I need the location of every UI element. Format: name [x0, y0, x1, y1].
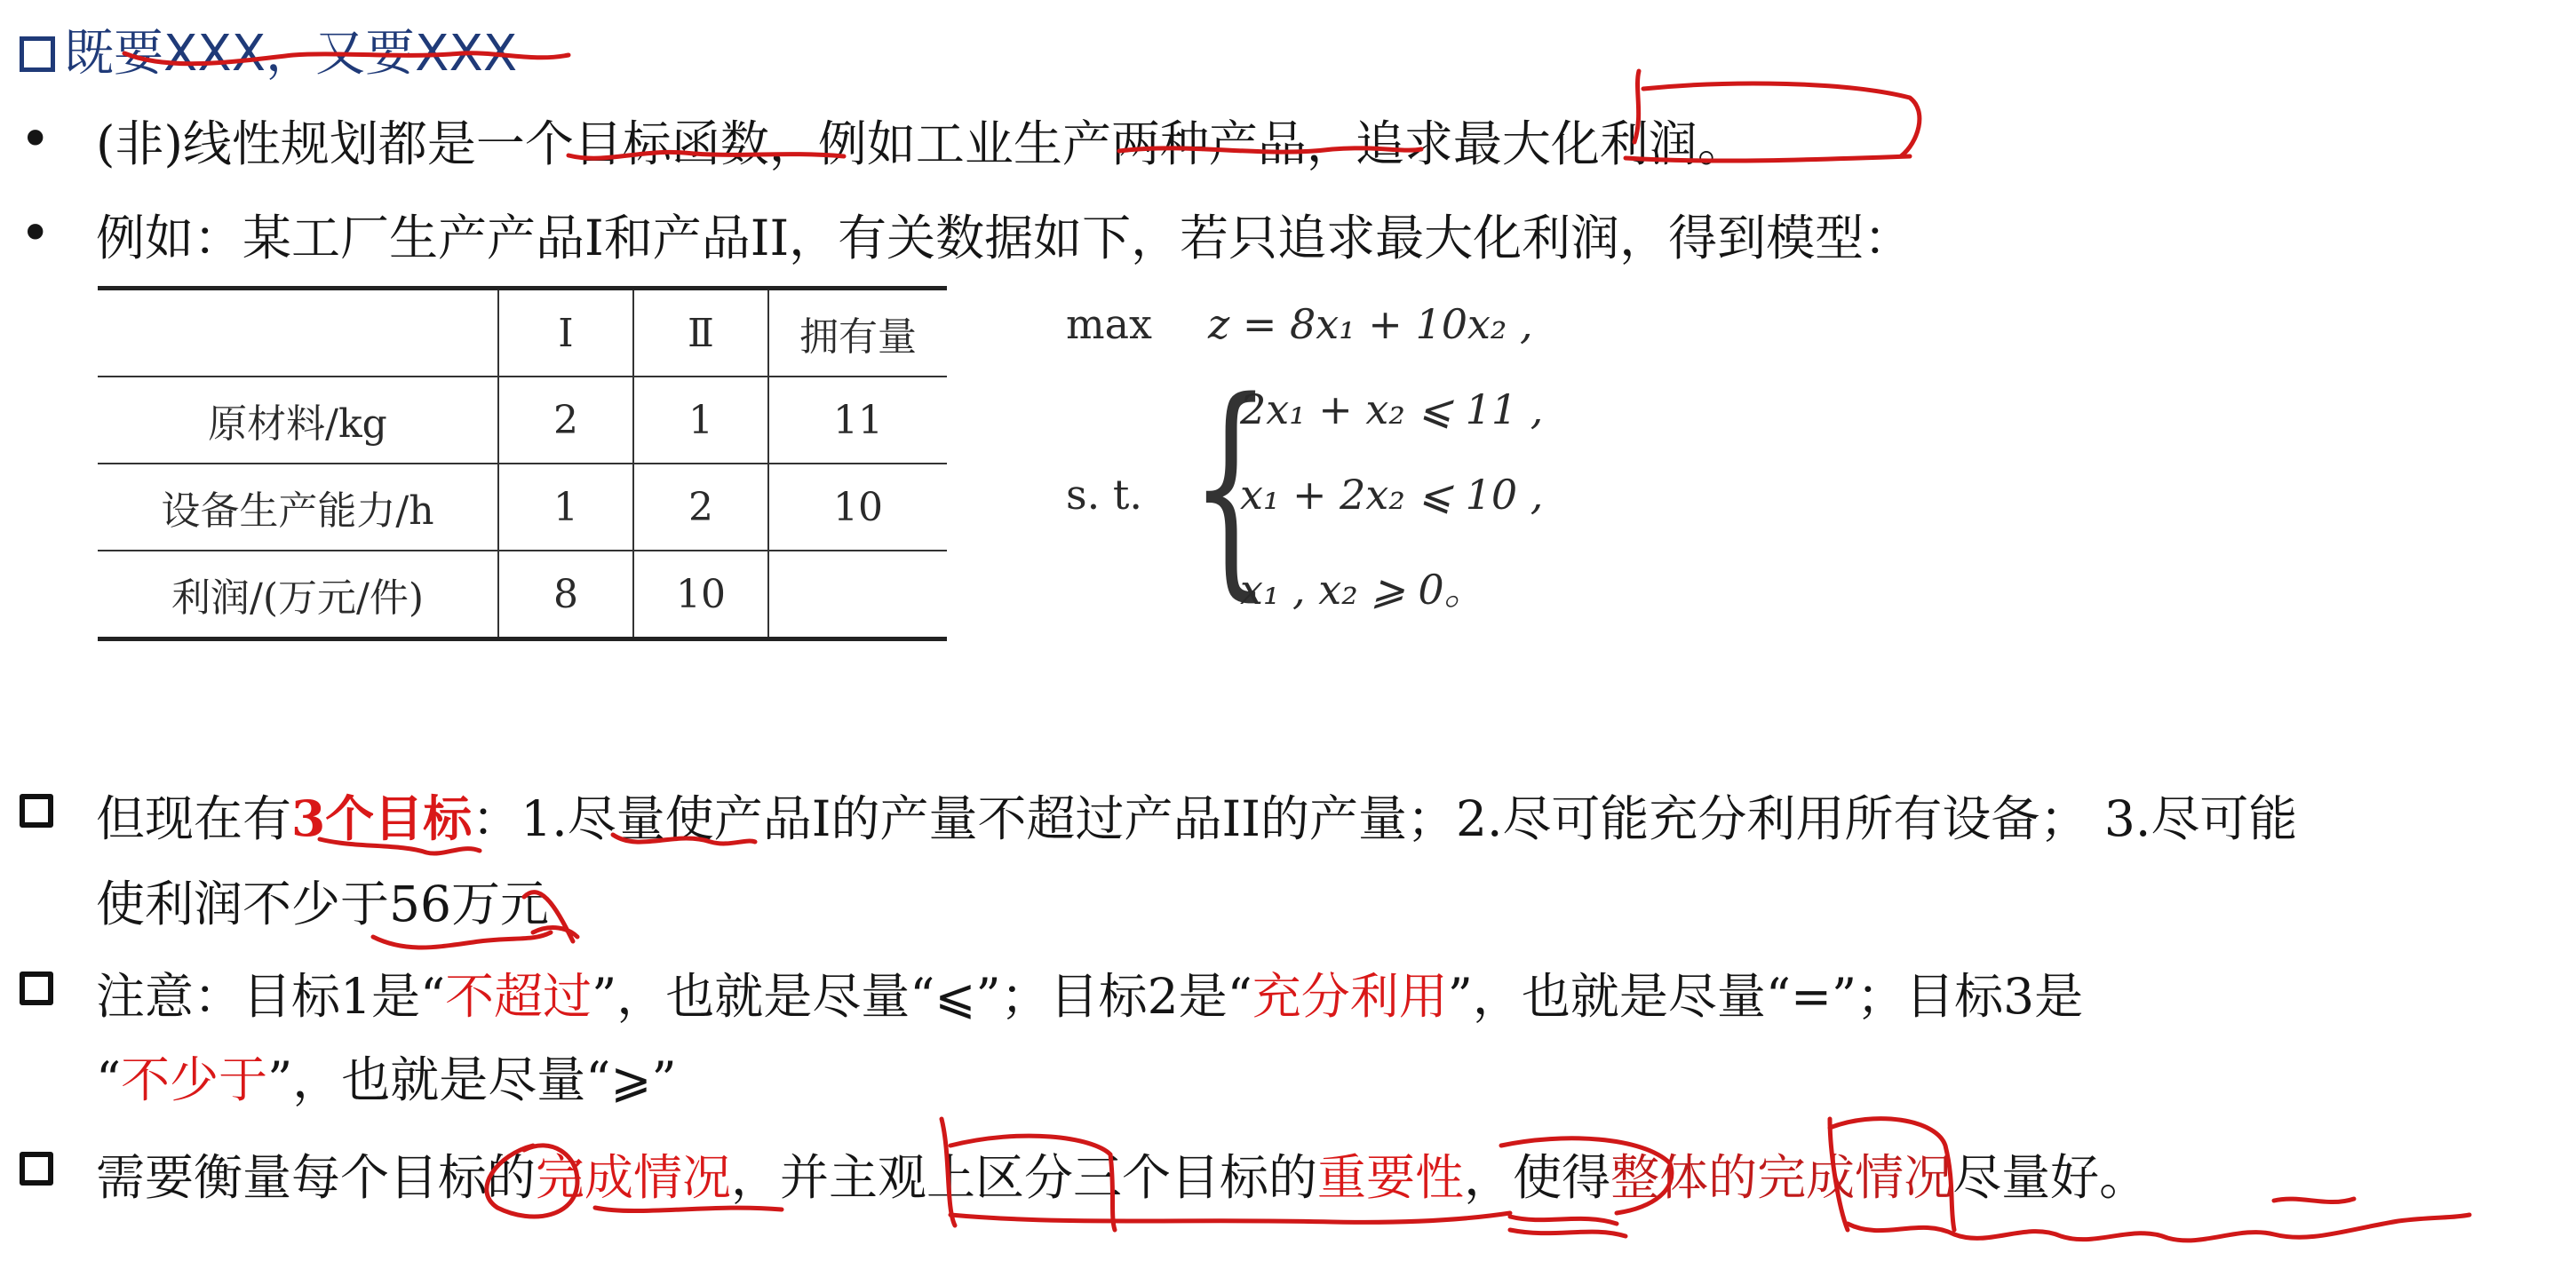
- overall-completion-emphasis: 整体的完成情况: [1610, 1149, 1953, 1206]
- bullet-dot-icon: •: [20, 202, 52, 265]
- note-line-2: “不少于”，也就是尽量“⩾”: [96, 1051, 677, 1108]
- table-cell: 2: [498, 377, 633, 464]
- table-cell: 8: [498, 551, 633, 639]
- wavy-underline-stroke: [950, 1213, 1510, 1222]
- model-constraint: 2x₁ + x₂ ⩽ 11 ,: [1240, 385, 1544, 433]
- three-goals-emphasis: 3个目标: [291, 789, 473, 847]
- checkbox-square-icon: [20, 972, 53, 1005]
- constraint-brace-icon: {: [1190, 353, 1271, 621]
- table-cell: 原材料/kg: [98, 377, 498, 464]
- table-cell: 2: [633, 464, 768, 551]
- model-objective: z = 8x₁ + 10x₂ ,: [1208, 300, 1533, 348]
- table-cell: 1: [498, 464, 633, 551]
- goals-line-2: 使利润不少于56万元: [96, 876, 549, 932]
- table-cell: 利润/(万元/件): [98, 551, 498, 639]
- table-cell: 10: [768, 464, 947, 551]
- table-header-cell: Ⅰ: [498, 289, 633, 377]
- model-st-label: s. t.: [1066, 471, 1142, 519]
- table-header-cell: Ⅱ: [633, 289, 768, 377]
- importance-emphasis: 重要性: [1317, 1149, 1465, 1206]
- table-header-row: [98, 289, 947, 377]
- not-less-emphasis: 不少于: [121, 1051, 268, 1108]
- heading-text: 既要XXX，又要XXX: [64, 25, 518, 83]
- goals-line-1: 但现在有3个目标：1.尽量使产品I的产量不超过产品II的产量；2.尽可能充分利用所有设备； 3.尽可能: [96, 789, 2298, 847]
- bullet-line-2: 例如：某工厂生产产品I和产品II，有关数据如下，若只追求最大化利润，得到模型：: [96, 210, 1913, 266]
- table-header-cell: 拥有量: [799, 314, 917, 360]
- model-constraint: x₁ + 2x₂ ⩽ 10 ,: [1240, 471, 1544, 519]
- table-cell: [768, 551, 947, 639]
- bullet-line-1: (非)线性规划都是一个目标函数，例如工业生产两种产品，追求最大化利润。: [96, 115, 1746, 172]
- table-cell: 1: [633, 377, 768, 464]
- underline-stroke: [2274, 1199, 2354, 1202]
- checkbox-square-icon: [20, 794, 53, 828]
- table-row: [98, 464, 947, 551]
- scribble-stroke: [1510, 1217, 1626, 1236]
- not-exceed-emphasis: 不超过: [445, 968, 592, 1025]
- table-row: [98, 551, 947, 639]
- table-cell: 10: [633, 551, 768, 639]
- table-header-cell: [98, 289, 498, 377]
- model-max-label: max: [1066, 300, 1152, 348]
- measure-line: 需要衡量每个目标的完成情况，并主观上区分三个目标的重要性，使得整体的完成情况尽量好。: [96, 1149, 2149, 1206]
- checkbox-square-icon: [20, 36, 55, 72]
- table-cell: 11: [768, 377, 947, 464]
- full-use-emphasis: 充分利用: [1252, 968, 1448, 1025]
- model-constraint: x₁ , x₂ ⩾ 0。: [1240, 566, 1485, 614]
- table-cell: 设备生产能力/h: [98, 464, 498, 551]
- note-line-1: 注意：目标1是“不超过”，也就是尽量“⩽”；目标2是“充分利用”，也就是尽量“=”；目标3是: [96, 968, 2084, 1025]
- slide-heading: [20, 14, 517, 85]
- table-row: [98, 377, 947, 464]
- bullet-dot-icon: •: [20, 108, 52, 171]
- checkbox-square-icon: [20, 1152, 53, 1186]
- wavy-underline-stroke: [1848, 1215, 2469, 1241]
- completion-emphasis: 完成情况: [536, 1149, 732, 1206]
- production-data-table: [98, 286, 947, 641]
